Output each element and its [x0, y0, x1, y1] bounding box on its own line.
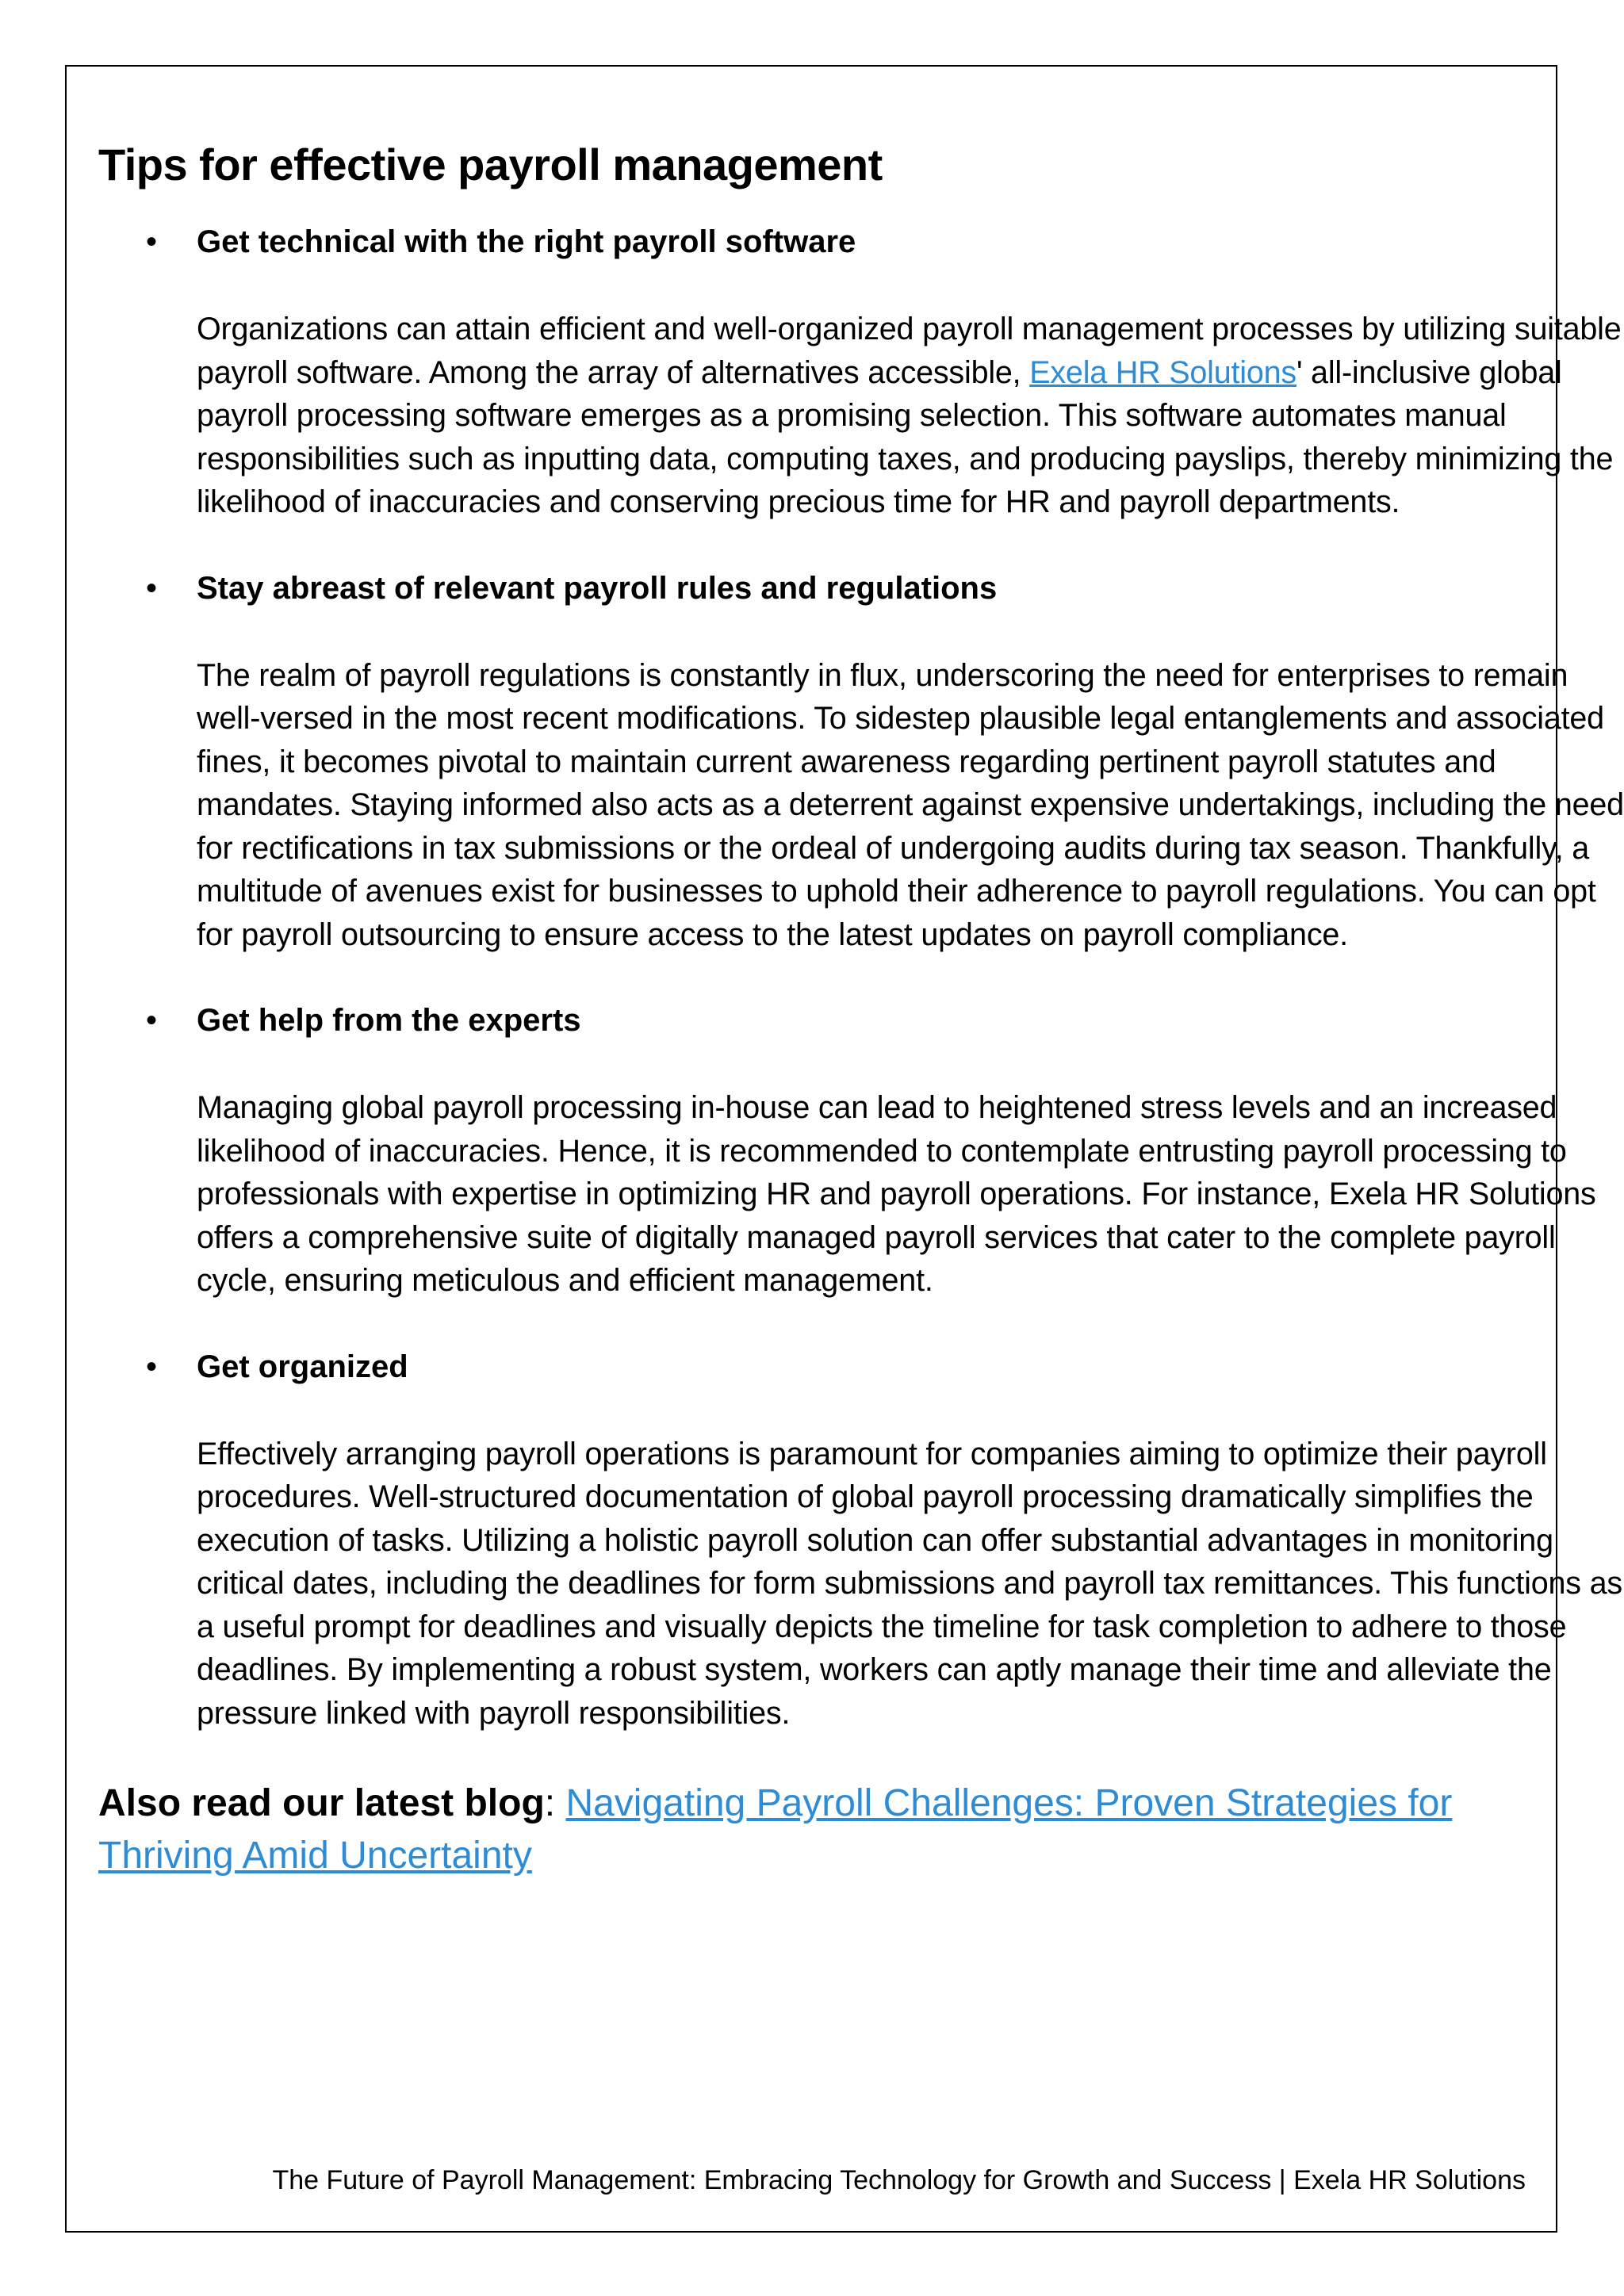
tip-body: Effectively arranging payroll operations is paramount for companies aiming to optimize their payroll procedures. Well-structured documentation of global payroll processing dramatically simplifies the execution of tasks. Utilizing a holistic payroll solution can offer substantial advantages in monitoring critical dates, including the deadlines for form submissions and payroll tax remittances. This functions as a useful prompt for deadlines and visually depicts the timeline for task completion to adhere to those deadlines. By implementing a robust system, workers can aptly manage their time and alleviate the pressure linked with payroll responsibilities. — [197, 1436, 1622, 1731]
also-read-separator: : — [544, 1782, 566, 1824]
bullet-icon: • — [146, 1003, 158, 1038]
bullet-icon: • — [146, 1349, 158, 1384]
tip-item-software — [98, 220, 1622, 524]
tip-heading: Stay abreast of relevant payroll rules and regulations — [197, 570, 998, 606]
tip-heading: Get help from the experts — [197, 1003, 581, 1038]
tip-item-organized — [98, 1345, 1622, 1735]
tip-body-text: Organizations can attain efficient and well-organized payroll management processes by utilizing suitable payroll software. Among the array of alternatives accessible, — [197, 312, 1622, 390]
tip-item-regulations — [98, 567, 1624, 957]
also-read-line — [98, 1777, 1526, 1882]
bullet-icon: • — [146, 570, 158, 606]
exela-hr-solutions-link[interactable]: Exela HR Solutions — [1029, 354, 1297, 390]
tip-body-text: ' all-inclusive global payroll processing software emerges as a promising selection. This software automates manual responsibilities such as inputting data, computing taxes, and producing payslips, thereby minimizing the likelihood of inaccuracies and conserving precious time for HR and payroll departments. — [197, 354, 1614, 519]
page-title: Tips for effective payroll management — [98, 140, 883, 189]
tip-body: Managing global payroll processing in-house can lead to heightened stress levels and an increased likelihood of inaccuracies. Hence, it is recommended to contemplate entrusting payroll processing to professionals with expertise in optimizing HR and payroll operations. For instance, Exela HR Solutions offers a comprehensive suite of digitally managed payroll services that cater to the complete payroll cycle, ensuring meticulous and efficient management. — [197, 1090, 1596, 1298]
bullet-icon: • — [146, 224, 158, 259]
document-content — [98, 133, 1624, 1882]
also-read-lead: Also read our latest blog — [98, 1782, 545, 1824]
tip-heading: Get organized — [197, 1349, 408, 1384]
tip-body: The realm of payroll regulations is constantly in flux, underscoring the need for enterprises to remain well-versed in the most recent modifications. To sidestep plausible legal entanglements and associated fines, it becomes pivotal to maintain current awareness regarding pertinent payroll statutes and mandates. Staying informed also acts as a deterrent against expensive undertakings, including the need for rectifications in tax submissions or the ordeal of undergoing audits during tax season. Thankfully, a multitude of avenues exist for businesses to uphold their adherence to payroll regulations. You can opt for payroll outsourcing to ensure access to the latest updates on payroll compliance. — [197, 657, 1624, 952]
latest-blog-link[interactable]: Navigating Payroll Challenges: Proven Strategies for Thriving Amid Uncertainty — [98, 1782, 1453, 1877]
tip-item-experts — [98, 999, 1596, 1303]
page-footer: The Future of Payroll Management: Embracing Technology for Growth and Success | Exela HR Solutions — [272, 2165, 1526, 2195]
tips-list — [98, 220, 1624, 1735]
tip-body — [197, 308, 1624, 524]
tip-heading: Get technical with the right payroll software — [197, 224, 856, 259]
